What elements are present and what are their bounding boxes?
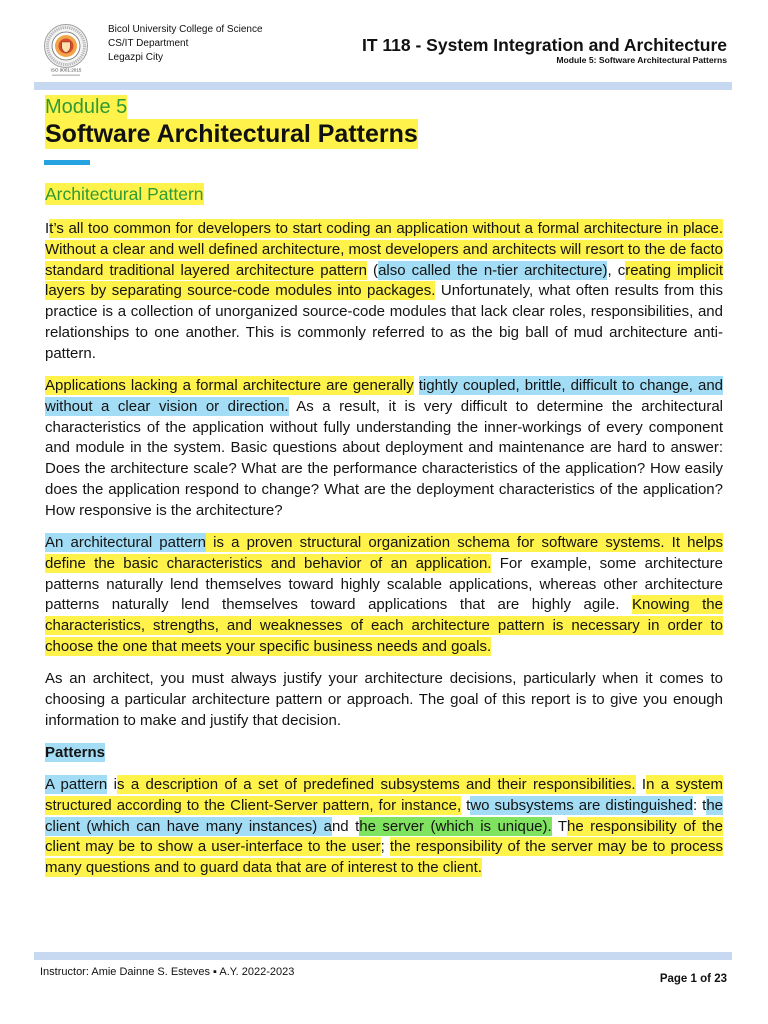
body-paragraph bbox=[45, 775, 723, 879]
highlight-yellow: s a description of a set of predefined subsystems and their responsibilities. bbox=[116, 776, 636, 794]
highlight-cyan: An architectural pattern bbox=[45, 533, 207, 551]
running-header-module: Module 5: Software Architectural Patterns bbox=[556, 55, 727, 65]
highlight-yellow: Applications lacking a formal architecture are generally bbox=[45, 376, 414, 394]
department-name: CS/IT Department bbox=[108, 38, 189, 49]
university-seal-logo bbox=[39, 22, 93, 82]
highlight-cyan: wo subsystems are distinguished bbox=[470, 796, 693, 814]
body-paragraph bbox=[45, 669, 723, 731]
module-label-line bbox=[45, 96, 127, 119]
title-accent-bar bbox=[44, 160, 90, 165]
page-word: Page bbox=[659, 973, 688, 985]
highlight-yellow: is a proven structural organization schema for software systems. It helps define the basic characteristics and behavior of an application. bbox=[45, 533, 723, 572]
text-run: , c bbox=[607, 261, 626, 279]
text-run: nd t bbox=[331, 817, 360, 835]
module-title-line bbox=[45, 120, 418, 149]
course-title: IT 118 - System Integration and Architecture bbox=[361, 35, 727, 55]
highlight-cyan: Patterns bbox=[45, 743, 106, 761]
text-run: As an architect, you must always justify your architecture decisions, particularly when it comes to choosing a particular architecture pattern or approach. The goal of this report is to give you enough information to make and justify that decision. bbox=[45, 670, 723, 729]
header-rule bbox=[34, 82, 732, 90]
subsection-heading bbox=[45, 743, 723, 764]
page-number bbox=[660, 972, 727, 987]
highlight-cyan: A pattern bbox=[45, 776, 108, 794]
highlight-yellow: reating implicit layers by separating source-code modules into packages. bbox=[45, 261, 723, 300]
text-run: ; bbox=[380, 838, 390, 856]
module-label: Module 5 bbox=[45, 95, 128, 118]
seal-caption: ISO 9001:2015 bbox=[50, 67, 82, 73]
text-run: t bbox=[461, 796, 471, 814]
body-paragraph bbox=[45, 533, 723, 658]
highlight-yellow: Knowing the characteristics, strengths, and weaknesses of each architecture pattern is necessary in order to choose the one that meets your specific business needs and goals. bbox=[45, 596, 723, 655]
module-title: Software Architectural Patterns bbox=[45, 119, 418, 148]
highlight-yellow: the responsibility of the server may be to process many questions and to guard data that are of interest to the client. bbox=[45, 838, 723, 877]
text-run: For example, some architecture patterns naturally lend themselves toward highly scalable applications, whereas other architecture patterns naturally lend themselves toward applications that are highly agile. bbox=[45, 554, 723, 614]
page-current: 1 bbox=[690, 973, 697, 985]
page-total: 23 bbox=[714, 973, 727, 985]
section-heading: Architectural Pattern bbox=[45, 184, 204, 204]
highlight-cyan: tightly coupled, brittle, difficult to change, and without a clear vision or direction. bbox=[45, 376, 724, 415]
body-text bbox=[45, 219, 723, 890]
highlight-green: he server (which is unique). bbox=[359, 817, 552, 835]
institution-name: Bicol University College of Science bbox=[108, 24, 263, 35]
highlight-cyan: also called the n-tier architecture) bbox=[378, 261, 608, 279]
highlight-cyan: he client (which can have many instances) a bbox=[45, 796, 724, 835]
text-run bbox=[414, 377, 419, 394]
highlight-yellow: t’s all too common for developers to start coding an application without a formal architecture in place. Without a clear and well defined architecture, most developers and architects will resort to the de facto standard traditional layered architecture pattern bbox=[45, 220, 723, 279]
page-of-word: of bbox=[700, 973, 711, 985]
text-run: As a result, it is very difficult to determine the architectural characteristics of the application without fully understanding the inner-workings of every component and module in the system. Basic questions about deployment and maintenance are hard to answer: Does the architecture scale? What are the performance characteristics of the application? How easily does the application respond to change? What are the deployment characteristics of the application? How responsive is the architecture? bbox=[45, 397, 723, 519]
institution-block bbox=[108, 23, 263, 65]
city-name: Legazpi City bbox=[108, 52, 164, 63]
text-run: T bbox=[551, 817, 567, 835]
seal-fineprint bbox=[52, 75, 80, 76]
text-run: I bbox=[635, 776, 647, 794]
text-run: : t bbox=[692, 796, 707, 814]
footer-instructor: Instructor: Amie Dainne S. Esteves ▪ A.Y. 2022-2023 bbox=[40, 966, 295, 978]
section-heading-line bbox=[45, 184, 204, 205]
text-run: i bbox=[107, 776, 117, 794]
text-run: I bbox=[45, 220, 50, 237]
footer-rule bbox=[34, 952, 732, 960]
text-run: Unfortunately, what often results from this practice is a collection of unorganized source-code modules that lack clear roles, responsibilities, and relationships to one another. This is commonly referred to as the big ball of mud architecture anti-pattern. bbox=[45, 282, 724, 362]
text-run: ( bbox=[366, 261, 379, 279]
body-paragraph bbox=[45, 376, 723, 522]
highlight-yellow: n a system structured according to the Client-Server pattern, for instance, bbox=[45, 776, 723, 814]
body-paragraph bbox=[45, 219, 723, 365]
highlight-yellow: he responsibility of the client may be to show a user-interface to the user bbox=[45, 817, 723, 856]
